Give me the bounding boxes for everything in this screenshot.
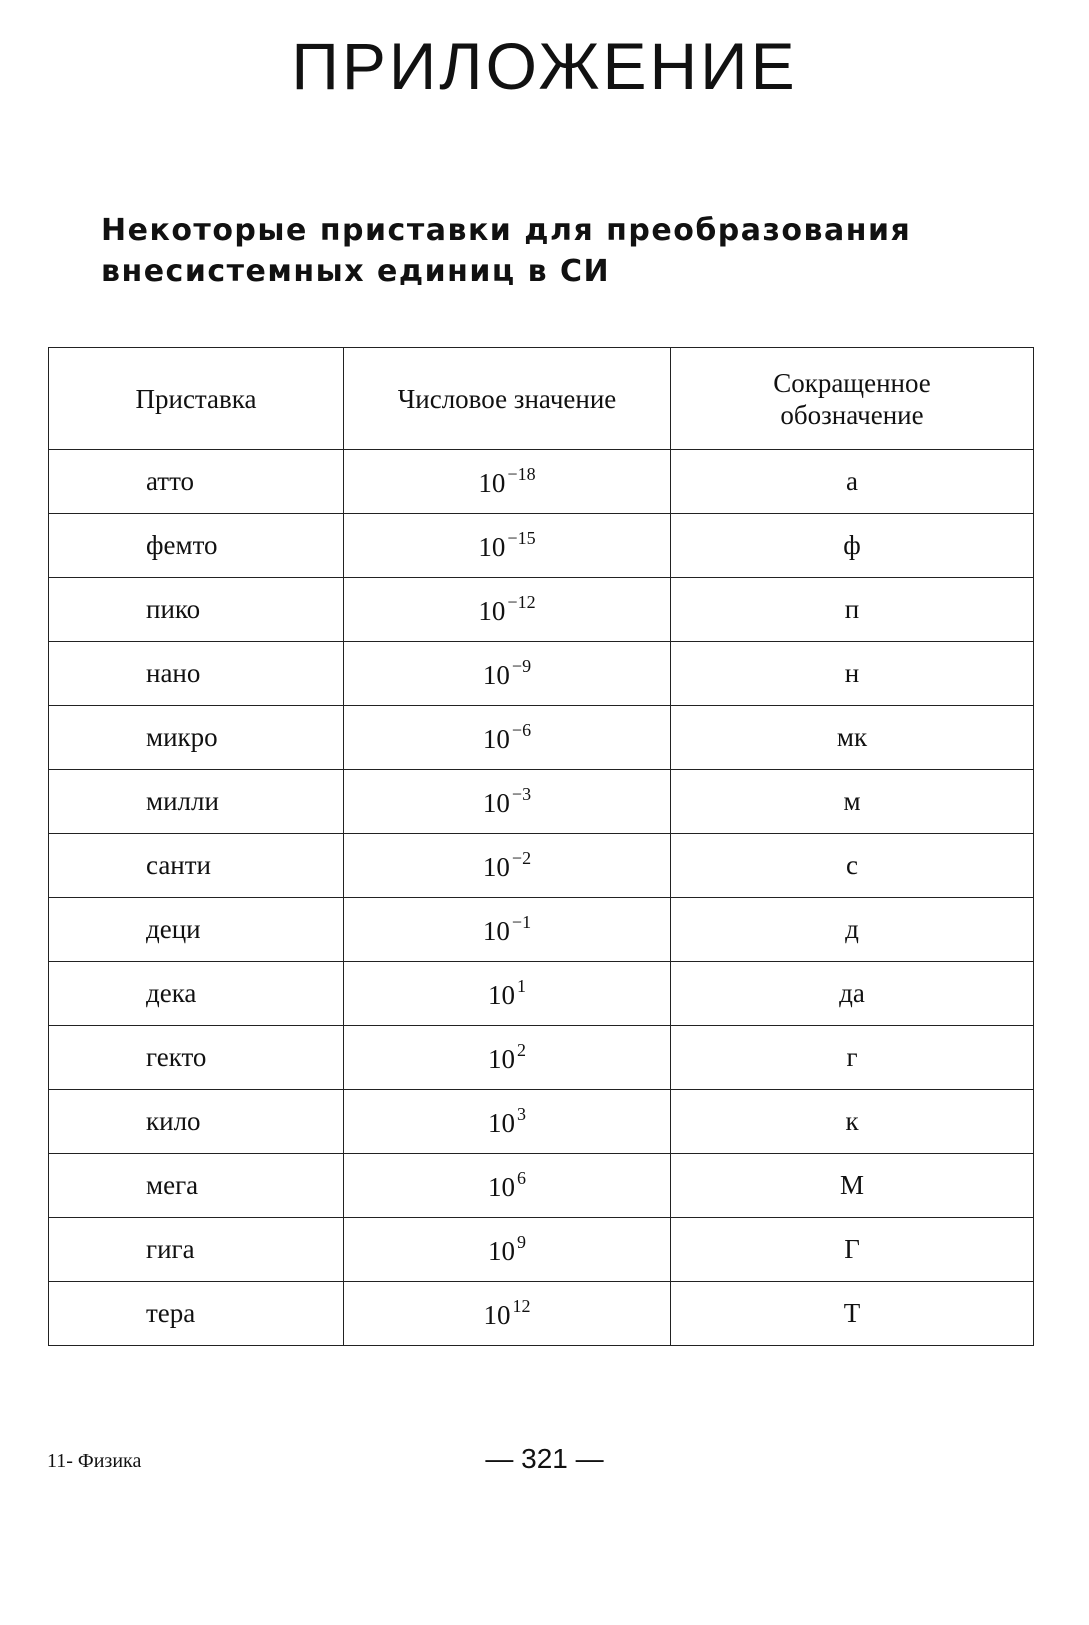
- power-base: 10: [488, 1172, 515, 1202]
- power-of-ten: [478, 464, 536, 498]
- cell-prefix: кило: [49, 1090, 344, 1154]
- power-of-ten: [478, 592, 536, 626]
- header-symbol: [671, 348, 1034, 450]
- power-exponent: −6: [511, 720, 532, 740]
- cell-symbol: к: [671, 1090, 1034, 1154]
- cell-value: [344, 834, 671, 898]
- header-symbol-line2: обозначение: [780, 399, 924, 430]
- cell-value: [344, 1154, 671, 1218]
- table-row: [49, 1026, 1034, 1090]
- power-base: 10: [488, 1108, 515, 1138]
- cell-value: [344, 450, 671, 514]
- cell-symbol: г: [671, 1026, 1034, 1090]
- prefix-table: [48, 347, 1034, 1346]
- cell-prefix: дека: [49, 962, 344, 1026]
- power-of-ten: [482, 912, 532, 946]
- cell-value: [344, 962, 671, 1026]
- cell-value: [344, 898, 671, 962]
- cell-symbol: а: [671, 450, 1034, 514]
- cell-symbol: да: [671, 962, 1034, 1026]
- power-base: 10: [488, 1236, 515, 1266]
- table-row: [49, 1282, 1034, 1346]
- power-exponent: −12: [507, 592, 536, 612]
- power-base: 10: [478, 596, 506, 626]
- power-base: 10: [483, 1300, 511, 1330]
- cell-prefix: атто: [49, 450, 344, 514]
- power-of-ten: [483, 1296, 531, 1330]
- power-of-ten: [482, 784, 532, 818]
- table-row: [49, 578, 1034, 642]
- power-of-ten: [488, 1104, 526, 1138]
- page-title: ПРИЛОЖЕНИЕ: [291, 29, 798, 103]
- table-row: [49, 642, 1034, 706]
- table-row: [49, 706, 1034, 770]
- cell-prefix: пико: [49, 578, 344, 642]
- power-of-ten: [488, 1232, 526, 1266]
- section-title-line2: внесистемных единиц в СИ: [101, 254, 611, 289]
- cell-prefix: фемто: [49, 514, 344, 578]
- cell-prefix: гига: [49, 1218, 344, 1282]
- power-base: 10: [482, 724, 510, 754]
- cell-value: [344, 1218, 671, 1282]
- page-number: — 321 —: [485, 1443, 604, 1474]
- header-prefix: Приставка: [49, 348, 344, 450]
- cell-symbol: п: [671, 578, 1034, 642]
- cell-value: [344, 706, 671, 770]
- power-exponent: −3: [511, 784, 532, 804]
- power-exponent: −9: [511, 656, 532, 676]
- power-base: 10: [482, 788, 510, 818]
- cell-prefix: микро: [49, 706, 344, 770]
- power-exponent: −2: [511, 848, 532, 868]
- power-exponent: −18: [507, 464, 536, 484]
- power-exponent: 3: [517, 1104, 526, 1124]
- power-exponent: −1: [511, 912, 532, 932]
- cell-value: [344, 1026, 671, 1090]
- cell-prefix: деци: [49, 898, 344, 962]
- power-base: 10: [478, 532, 506, 562]
- cell-value: [344, 514, 671, 578]
- cell-value: [344, 1282, 671, 1346]
- power-of-ten: [482, 656, 532, 690]
- table-row: [49, 514, 1034, 578]
- table-row: [49, 1154, 1034, 1218]
- power-base: 10: [488, 1044, 515, 1074]
- footer-book-label: 11- Физика: [47, 1450, 142, 1472]
- cell-symbol: М: [671, 1154, 1034, 1218]
- cell-prefix: милли: [49, 770, 344, 834]
- power-of-ten: [488, 1168, 526, 1202]
- cell-prefix: гекто: [49, 1026, 344, 1090]
- table-row: [49, 1218, 1034, 1282]
- power-base: 10: [482, 660, 510, 690]
- cell-symbol: м: [671, 770, 1034, 834]
- table-row: [49, 770, 1034, 834]
- power-exponent: 1: [517, 976, 526, 996]
- power-of-ten: [482, 720, 532, 754]
- cell-symbol: мк: [671, 706, 1034, 770]
- power-base: 10: [482, 852, 510, 882]
- table-body: [49, 450, 1034, 1346]
- table-row: [49, 450, 1034, 514]
- cell-value: [344, 770, 671, 834]
- power-exponent: 12: [512, 1296, 531, 1316]
- power-exponent: 2: [517, 1040, 526, 1060]
- power-base: 10: [488, 980, 515, 1010]
- table-row: [49, 1090, 1034, 1154]
- cell-symbol: н: [671, 642, 1034, 706]
- cell-symbol: д: [671, 898, 1034, 962]
- cell-symbol: с: [671, 834, 1034, 898]
- power-of-ten: [488, 1040, 526, 1074]
- cell-value: [344, 642, 671, 706]
- cell-value: [344, 1090, 671, 1154]
- power-base: 10: [482, 916, 510, 946]
- power-of-ten: [488, 976, 526, 1010]
- power-exponent: −15: [507, 528, 536, 548]
- table-row: [49, 834, 1034, 898]
- header-symbol-line1: Сокращенное: [773, 367, 931, 398]
- cell-prefix: нано: [49, 642, 344, 706]
- table-header-row: [49, 348, 1034, 450]
- cell-prefix: тера: [49, 1282, 344, 1346]
- cell-symbol: ф: [671, 514, 1034, 578]
- section-title-line1: Некоторые приставки для преобразования: [101, 213, 912, 248]
- table-row: [49, 962, 1034, 1026]
- power-exponent: 6: [517, 1168, 526, 1188]
- table-row: [49, 898, 1034, 962]
- cell-symbol: Т: [671, 1282, 1034, 1346]
- cell-symbol: Г: [671, 1218, 1034, 1282]
- cell-prefix: санти: [49, 834, 344, 898]
- header-value: Числовое значение: [344, 348, 671, 450]
- power-of-ten: [478, 528, 536, 562]
- cell-prefix: мега: [49, 1154, 344, 1218]
- section-title: [101, 210, 981, 292]
- power-exponent: 9: [517, 1232, 526, 1252]
- power-of-ten: [482, 848, 532, 882]
- cell-value: [344, 578, 671, 642]
- power-base: 10: [478, 468, 506, 498]
